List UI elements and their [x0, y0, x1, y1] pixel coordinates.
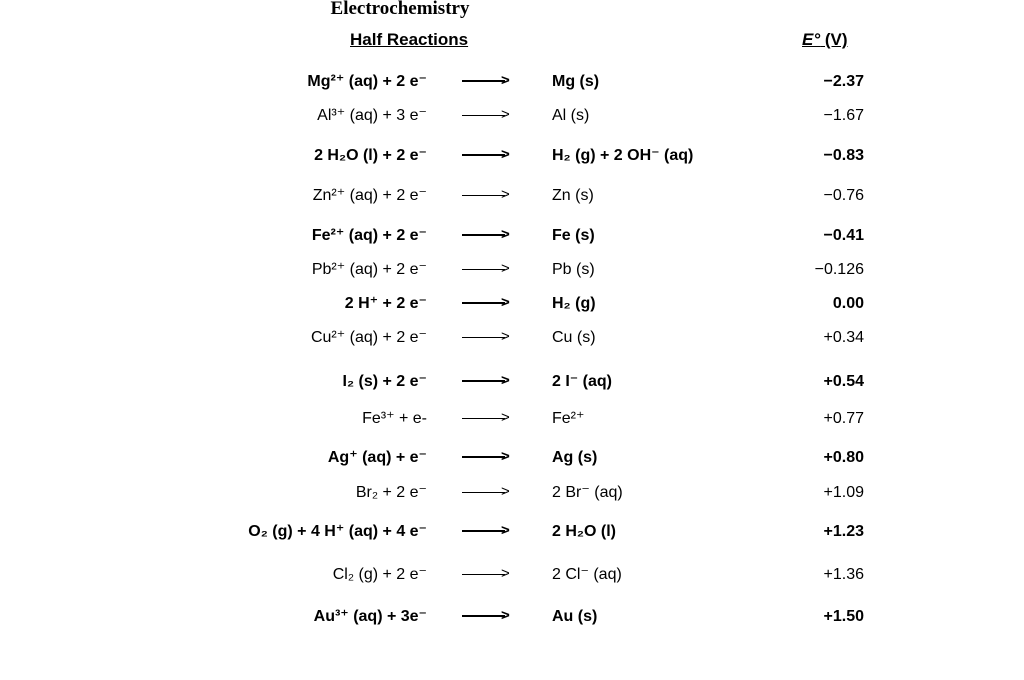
reactants: Mg²⁺ (aq) + 2 e⁻ — [307, 73, 427, 90]
standard-potential: 0.00 — [832, 295, 864, 312]
arrow-shaft — [462, 302, 505, 304]
standard-potential: −1.67 — [823, 107, 864, 124]
arrow-head: > — [501, 448, 510, 465]
reaction-arrow-icon — [462, 370, 512, 394]
reactants: 2 H₂O (l) + 2 e⁻ — [314, 147, 427, 164]
standard-potential: −0.76 — [823, 187, 864, 204]
reaction-arrow-icon — [462, 407, 512, 431]
arrow-head: > — [501, 260, 510, 277]
reaction-arrow-icon — [462, 70, 512, 94]
standard-potential: +1.36 — [823, 566, 864, 583]
products: Au (s) — [552, 608, 598, 625]
products: 2 H₂O (l) — [552, 523, 616, 540]
reactants: Al³⁺ (aq) + 3 e⁻ — [317, 107, 427, 124]
reaction-arrow-icon — [462, 224, 512, 248]
potential-header-unit: (V) — [820, 30, 848, 49]
standard-potential: +0.77 — [823, 410, 864, 427]
products: Fe²⁺ — [552, 410, 585, 427]
arrow-shaft — [462, 115, 505, 116]
reaction-row — [0, 407, 1024, 431]
arrow-head: > — [501, 522, 510, 539]
reaction-arrow-icon — [462, 326, 512, 350]
reaction-row — [0, 605, 1024, 629]
standard-potential: +0.54 — [823, 373, 864, 390]
standard-potential: −0.41 — [823, 227, 864, 244]
reactants: Ag⁺ (aq) + e⁻ — [327, 449, 427, 466]
arrow-shaft — [462, 234, 505, 236]
reactants: Br₂ + 2 e⁻ — [355, 484, 427, 501]
potential-header-symbol: E° — [802, 30, 821, 49]
reaction-row — [0, 481, 1024, 505]
reaction-row — [0, 292, 1024, 316]
reactants: Zn²⁺ (aq) + 2 e⁻ — [312, 187, 427, 204]
standard-potential: +0.34 — [823, 329, 864, 346]
standard-potential: +0.80 — [823, 449, 864, 466]
reaction-row — [0, 104, 1024, 128]
reactants: Cu²⁺ (aq) + 2 e⁻ — [310, 329, 427, 346]
arrow-shaft — [462, 615, 505, 617]
products: Zn (s) — [552, 187, 594, 204]
reaction-row — [0, 258, 1024, 282]
reactants: Fe²⁺ (aq) + 2 e⁻ — [311, 227, 427, 244]
arrow-shaft — [462, 337, 505, 338]
products: 2 Br⁻ (aq) — [552, 484, 623, 501]
arrow-head: > — [501, 294, 510, 311]
standard-potential: +1.23 — [823, 523, 864, 540]
arrow-shaft — [462, 492, 505, 493]
reaction-row — [0, 70, 1024, 94]
standard-potential: +1.09 — [823, 484, 864, 501]
products: H₂ (g) — [552, 295, 596, 312]
reaction-arrow-icon — [462, 292, 512, 316]
half-reactions-header: Half Reactions — [350, 30, 469, 49]
reactants: O₂ (g) + 4 H⁺ (aq) + 4 e⁻ — [248, 523, 427, 540]
reactants: I₂ (s) + 2 e⁻ — [342, 373, 427, 390]
products: Ag (s) — [552, 449, 598, 466]
arrow-head: > — [501, 483, 510, 500]
reaction-arrow-icon — [462, 144, 512, 168]
reactants: Fe³⁺ + e- — [362, 410, 427, 427]
reaction-arrow-icon — [462, 184, 512, 208]
arrow-head: > — [501, 186, 510, 203]
arrow-shaft — [462, 456, 505, 458]
reactants: 2 H⁺ + 2 e⁻ — [344, 295, 427, 312]
reaction-row — [0, 446, 1024, 470]
products: Pb (s) — [552, 261, 595, 278]
arrow-head: > — [501, 409, 510, 426]
reaction-row — [0, 224, 1024, 248]
arrow-head: > — [501, 565, 510, 582]
potential-header — [802, 30, 848, 50]
products: Cu (s) — [552, 329, 596, 346]
arrow-shaft — [462, 154, 505, 156]
reaction-row — [0, 563, 1024, 587]
reaction-arrow-icon — [462, 104, 512, 128]
reaction-row — [0, 370, 1024, 394]
page-title: Electrochemistry — [330, 0, 470, 19]
arrow-head: > — [501, 146, 510, 163]
reactants: Cl₂ (g) + 2 e⁻ — [332, 566, 427, 583]
arrow-shaft — [462, 530, 505, 532]
arrow-head: > — [501, 106, 510, 123]
arrow-shaft — [462, 380, 505, 382]
reaction-arrow-icon — [462, 605, 512, 629]
arrow-shaft — [462, 195, 505, 196]
products: Al (s) — [552, 107, 590, 124]
arrow-head: > — [501, 328, 510, 345]
arrow-head: > — [501, 226, 510, 243]
products: 2 I⁻ (aq) — [552, 373, 613, 390]
reaction-arrow-icon — [462, 481, 512, 505]
standard-potential: −0.83 — [823, 147, 864, 164]
reaction-row — [0, 184, 1024, 208]
reaction-arrow-icon — [462, 520, 512, 544]
products: Mg (s) — [552, 73, 600, 90]
arrow-head: > — [501, 72, 510, 89]
reaction-arrow-icon — [462, 563, 512, 587]
reactants: Au³⁺ (aq) + 3e⁻ — [313, 608, 427, 625]
arrow-shaft — [462, 80, 505, 82]
reaction-row — [0, 520, 1024, 544]
standard-potential: −0.126 — [814, 261, 864, 278]
products: 2 Cl⁻ (aq) — [552, 566, 622, 583]
products: Fe (s) — [552, 227, 595, 244]
standard-potential: −2.37 — [823, 73, 864, 90]
reaction-row — [0, 326, 1024, 350]
arrow-head: > — [501, 607, 510, 624]
reaction-row — [0, 144, 1024, 168]
products: H₂ (g) + 2 OH⁻ (aq) — [552, 147, 694, 164]
arrow-shaft — [462, 418, 505, 419]
reactants: Pb²⁺ (aq) + 2 e⁻ — [311, 261, 427, 278]
standard-potential: +1.50 — [823, 608, 864, 625]
arrow-head: > — [501, 372, 510, 389]
arrow-shaft — [462, 269, 505, 270]
reaction-arrow-icon — [462, 446, 512, 470]
reaction-arrow-icon — [462, 258, 512, 282]
arrow-shaft — [462, 574, 505, 575]
